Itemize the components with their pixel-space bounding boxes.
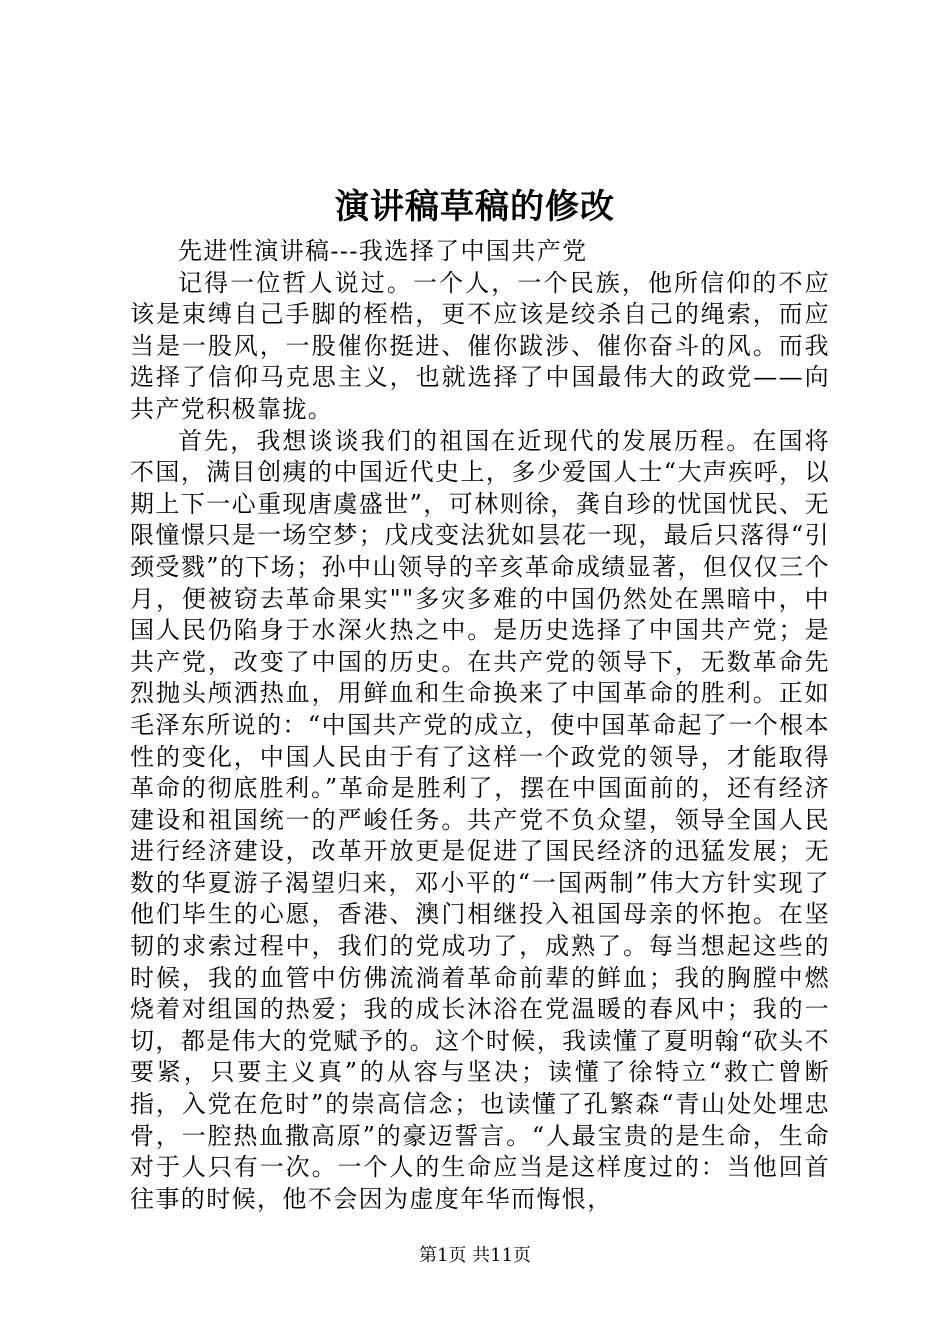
paragraph-intro: 记得一位哲人说过。一个人，一个民族，他所信仰的不应该是束缚自己手脚的桎梏，更不应该是绞杀自己的绳索，而应当是一股风，一股催你挺进、催你跋涉、催你奋斗的风。而我选择了信仰马克思主义，也就选择了中国最伟大的政党——向共产党积极靠拢。 [130,268,830,423]
paragraph-subtitle: 先进性演讲稿---我选择了中国共产党 [178,237,588,265]
page-footer: 第1页 共11页 [418,1245,532,1266]
document-body [130,236,830,1215]
paragraph-history: 首先，我想谈谈我们的祖国在近现代的发展历程。在国将不国，满目创痍的中国近代史上，多少爱国人士“大声疾呼，以期上下一心重现唐虞盛世”，可林则徐，龚自珍的忧国忧民、无限憧憬只是一场空梦；戊戌变法犹如昙花一现，最后只落得“引颈受戮”的下场；孙中山领导的辛亥革命成绩显著，但仅仅三个月，便被窃去革命果实""多灾多难的中国仍然处在黑暗中，中国人民仍陷身于水深火热之中。是历史选择了中国共产党；是共产党，改变了中国的历史。在共产党的领导下，无数革命先烈抛头颅洒热血，用鲜血和生命换来了中国革命的胜利。正如毛泽东所说的：“中国共产党的成立，使中国革命起了一个根本性的变化，中国人民由于有了这样一个政党的领导，才能取得革命的彻底胜利。”革命是胜利了，摆在中国面前的，还有经济建设和祖国统一的严峻任务。共产党不负众望，领导全国人民进行经济建设，改革开放更是促进了国民经济的迅猛发展；无数的华夏游子渴望归来，邓小平的“一国两制”伟大方针实现了他们毕生的心愿，香港、澳门相继投入祖国母亲的怀抱。在坚韧的求索过程中，我们的党成功了，成熟了。每当想起这些的时候，我的血管中仿佛流淌着革命前辈的鲜血；我的胸膛中燃烧着对组国的热爱；我的成长沐浴在党温暖的春风中；我的一切，都是伟大的党赋予的。这个时候，我读懂了夏明翰“砍头不要紧，只要主义真”的从容与坚决；读懂了徐特立“救亡曾断指，入党在危时”的崇高信念；也读懂了孔繁森“青山处处埋忠骨，一腔热血撒高原”的豪迈誓言。“人最宝贵的是生命，生命对于人只有一次。一个人的生命应当是这样度过的：当他回首往事的时候，他不会因为虚度年华而悔恨， [130,426,830,1213]
document-title: 演讲稿草稿的修改 [335,187,615,227]
